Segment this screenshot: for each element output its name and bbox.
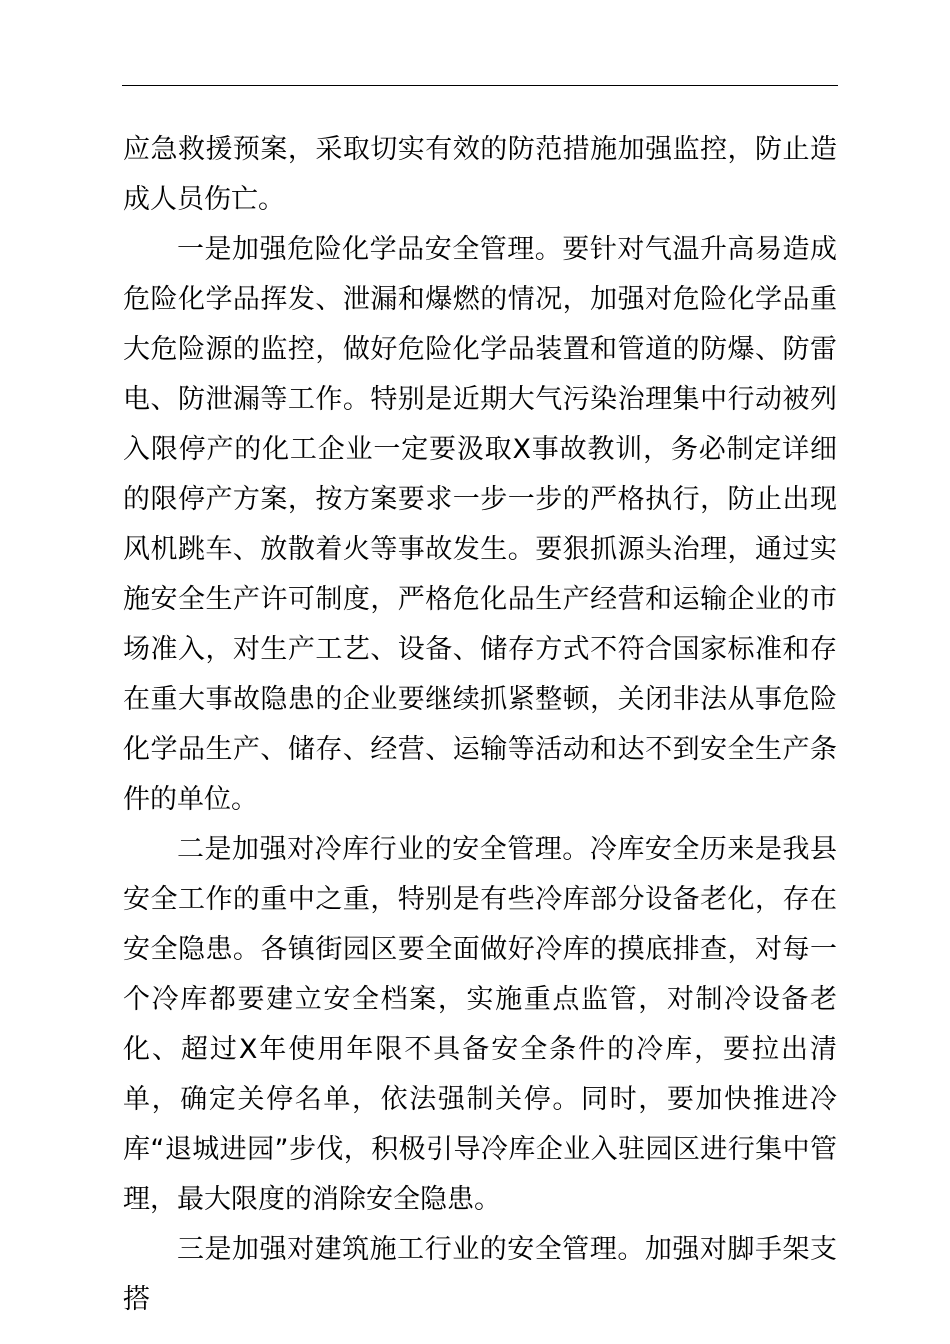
body-text	[123, 125, 837, 1325]
paragraph-point-three: 三是加强对建筑施工行业的安全管理。加强对脚手架支搭	[123, 1234, 837, 1315]
header-rule	[122, 85, 838, 86]
paragraph-point-one: 一是加强危险化学品安全管理。要针对气温升高易造成危险化学品挥发、泄漏和爆燃的情况，加强对危险化学品重大危险源的监控，做好危险化学品装置和管道的防爆、防雷电、防泄漏等工作。特别是近期大气污染治理集中行动被列入限停产的化工企业一定要汲取X事故教训，务必制定详细的限停产方案，按方案要求一步一步的严格执行，防止出现风机跳车、放散着火等事故发生。要狠抓源头治理，通过实施安全生产许可制度，严格危化品生产经营和运输企业的市场准入，对生产工艺、设备、储存方式不符合国家标准和存在重大事故隐患的企业要继续抓紧整顿，关闭非法从事危险化学品生产、储存、经营、运输等活动和达不到安全生产条件的单位。	[123, 234, 837, 815]
paragraph-point-two: 二是加强对冷库行业的安全管理。冷库安全历来是我县安全工作的重中之重，特别是有些冷库部分设备老化，存在安全隐患。各镇街园区要全面做好冷库的摸底排查，对每一个冷库都要建立安全档案，实施重点监管，对制冷设备老化、超过X年使用年限不具备安全条件的冷库，要拉出清单，确定关停名单，依法强制关停。同时，要加快推进冷库“退城进园”步伐，积极引导冷库企业入驻园区进行集中管理，最大限度的消除安全隐患。	[123, 834, 837, 1215]
paragraph-continuation: 应急救援预案，采取切实有效的防范措施加强监控，防止造成人员伤亡。	[123, 134, 837, 215]
